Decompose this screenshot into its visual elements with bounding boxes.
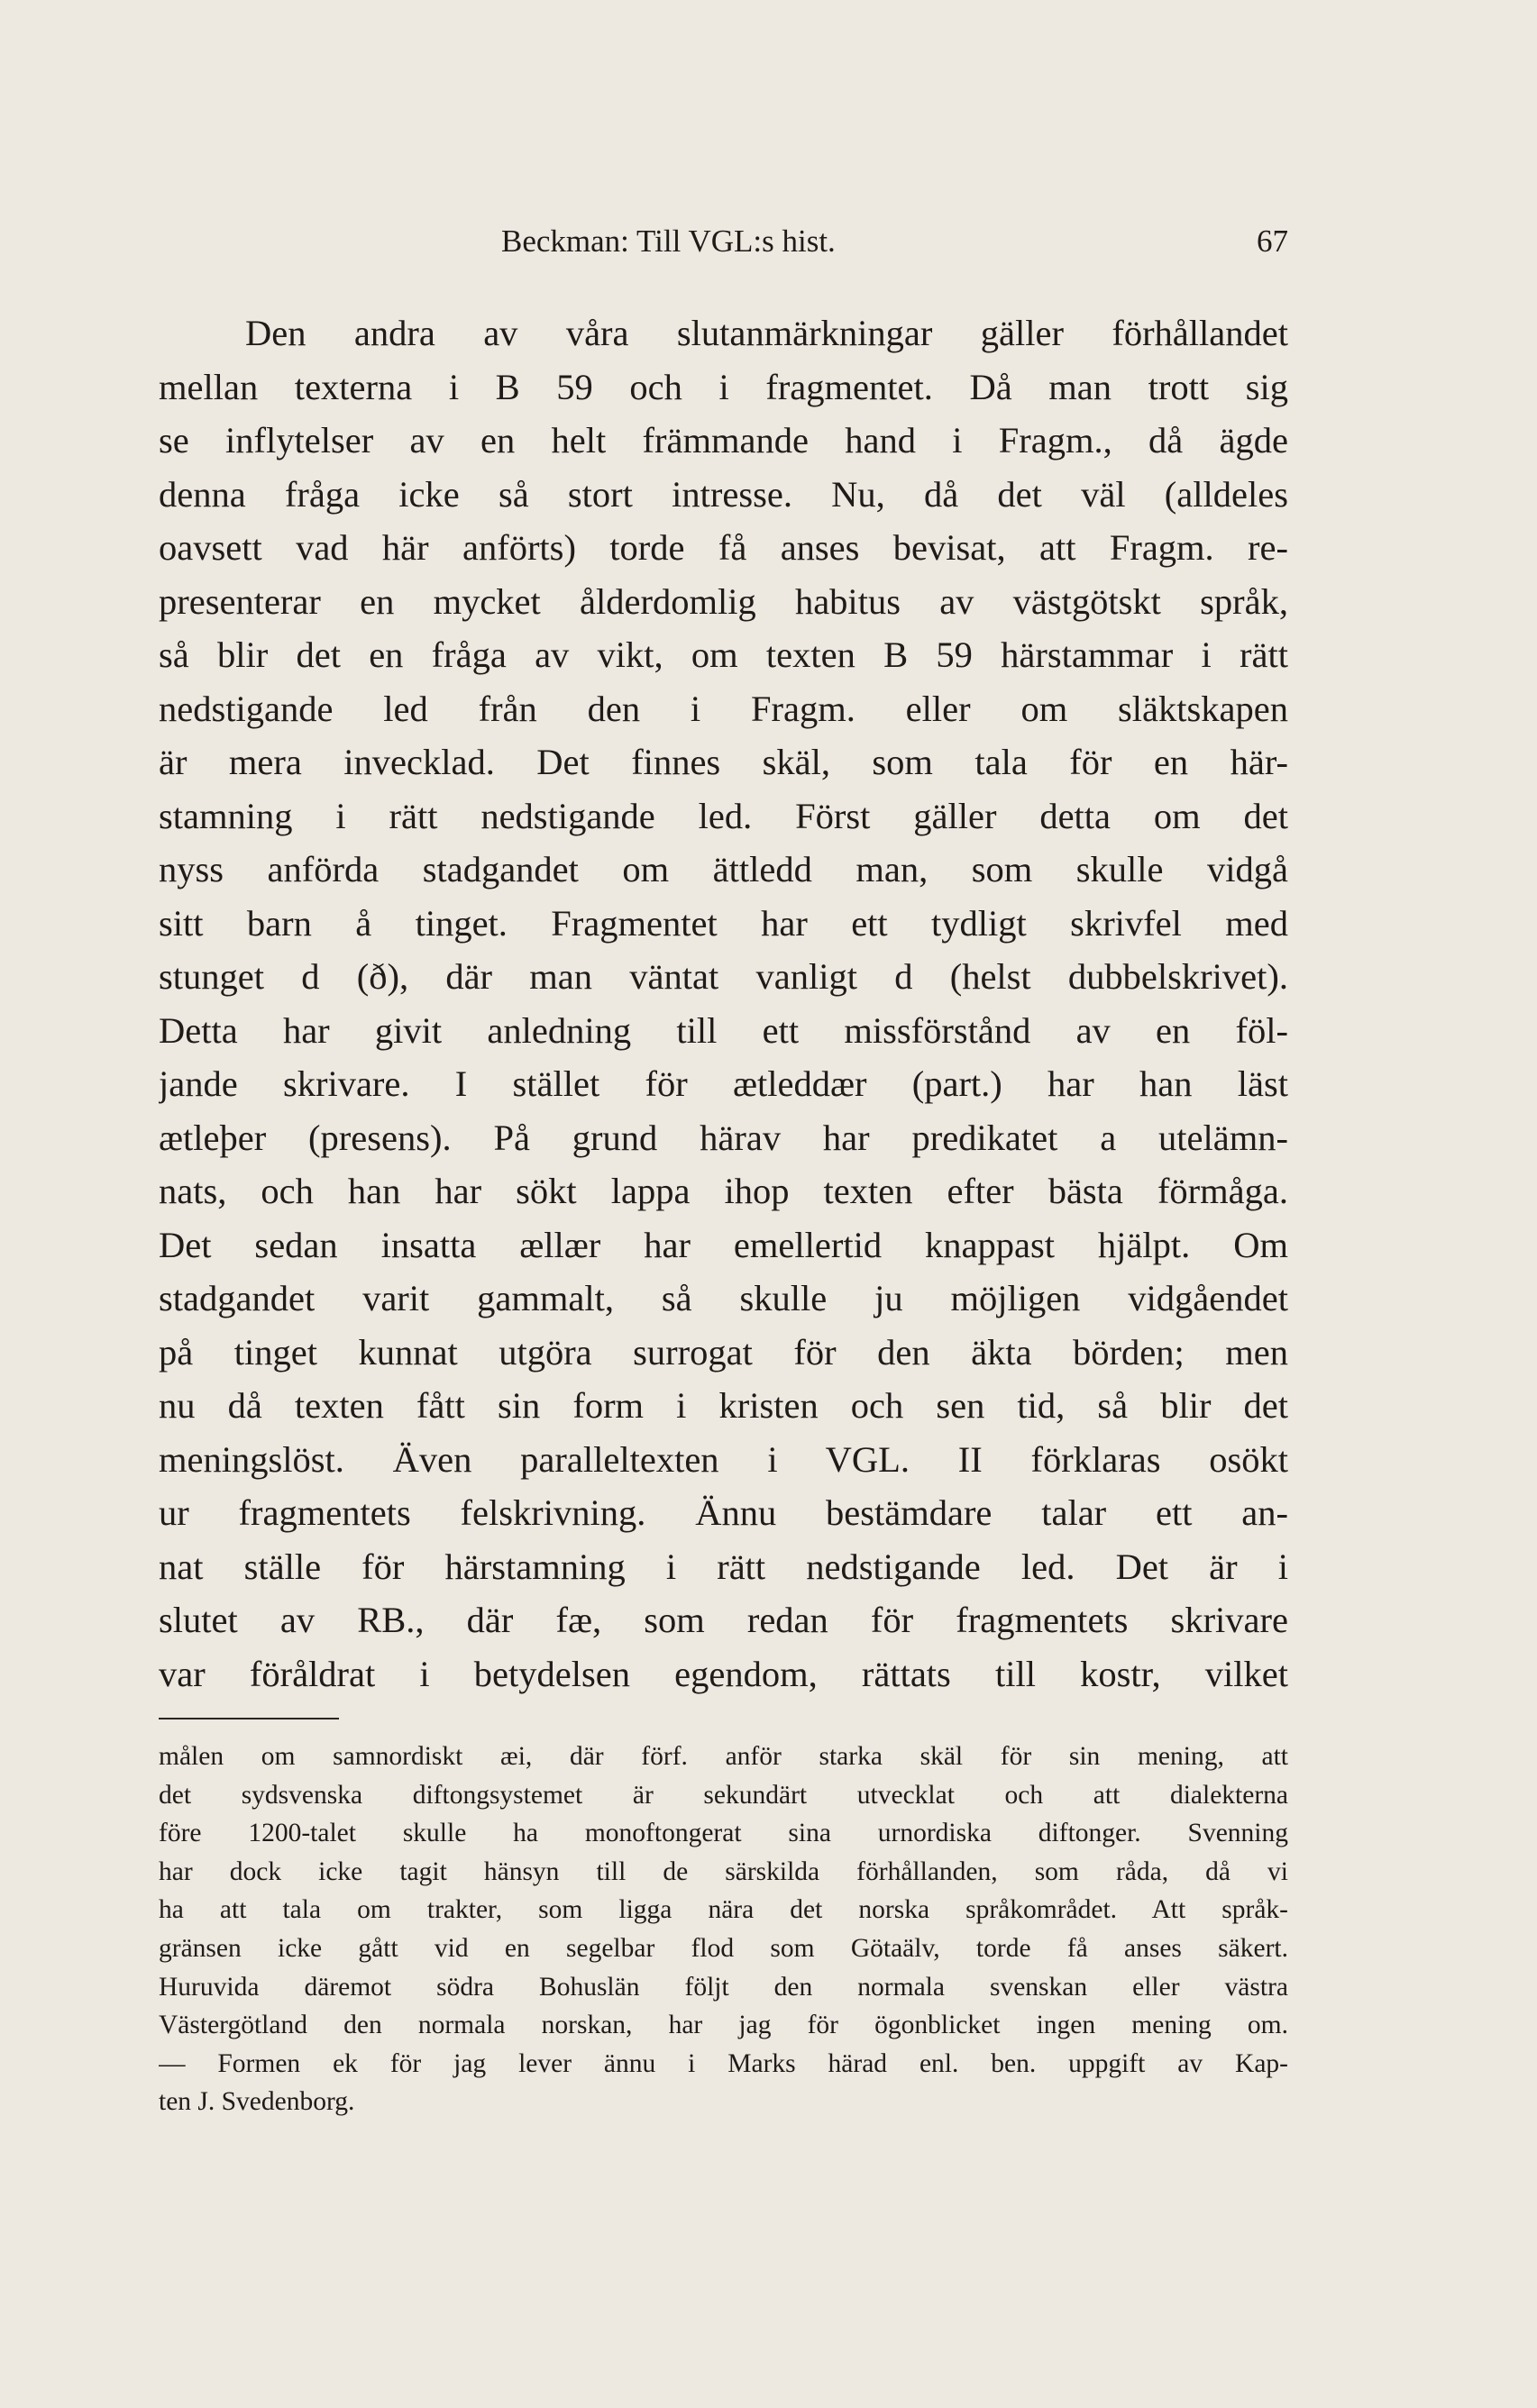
text-line: oavsett vad här anförts) torde få anses bevisat, att Fragm. re- xyxy=(159,527,1288,568)
running-title: Beckman: Till VGL:s hist. xyxy=(501,223,836,259)
footnote-line: ten J. Svedenborg. xyxy=(159,2087,355,2117)
text-line: nedstigande led från den i Fragm. eller om släktskapen xyxy=(159,688,1288,729)
footnote-line: Västergötland den normala norskan, har jag för ögonblicket ingen mening om. xyxy=(159,2011,1288,2040)
footnote-line: ha att tala om trakter, som ligga nära det norska språkområdet. Att språk- xyxy=(159,1895,1288,1925)
text-line: Den andra av våra slutanmärkningar gäller förhållandet xyxy=(245,313,1288,353)
text-line: ur fragmentets felskrivning. Ännu bestämdare talar ett an- xyxy=(159,1492,1288,1533)
text-line: stunget d (ð), där man väntat vanligt d (helst dubbelskrivet). xyxy=(159,956,1288,997)
text-line: sitt barn å tinget. Fragmentet har ett tydligt skrivfel med xyxy=(159,902,1288,944)
page-number: 67 xyxy=(1257,223,1288,259)
text-line: nat ställe för härstamning i rätt nedstigande led. Det är i xyxy=(159,1546,1288,1587)
text-line: se inflytelser av en helt främmande hand i Fragm., då ägde xyxy=(159,420,1288,461)
text-line: mellan texterna i B 59 och i fragmentet. Då man trott sig xyxy=(159,366,1288,407)
footnote-line: har dock icke tagit hänsyn till de särskilda förhållanden, som råda, då vi xyxy=(159,1856,1288,1886)
footnote-separator xyxy=(159,1718,339,1719)
text-line: är mera invecklad. Det finnes skäl, som tala för en här- xyxy=(159,742,1288,782)
text-line: stadgandet varit gammalt, så skulle ju möjligen vidgåendet xyxy=(159,1278,1288,1318)
footnote-line: det sydsvenska diftongsystemet är sekundärt utvecklat och att dialekterna xyxy=(159,1780,1288,1810)
text-line: nyss anförda stadgandet om ättledd man, som skulle vidgå xyxy=(159,849,1288,889)
footnote-line: före 1200-talet skulle ha monoftongerat sina urnordiska diftonger. Svenning xyxy=(159,1819,1288,1848)
text-line: Det sedan insatta ællær har emellertid knappast hjälpt. Om xyxy=(159,1224,1288,1265)
text-line: Detta har givit anledning till ett missförstånd av en föl- xyxy=(159,1009,1288,1051)
text-line: på tinget kunnat utgöra surrogat för den äkta börden; men xyxy=(159,1331,1288,1373)
text-line: så blir det en fråga av vikt, om texten B 59 härstammar i rätt xyxy=(159,634,1288,675)
text-line: presenterar en mycket ålderdomlig habitus av västgötskt språk, xyxy=(159,580,1288,622)
text-line: nu då texten fått sin form i kristen och sen tid, så blir det xyxy=(159,1385,1288,1426)
text-line: meningslöst. Även paralleltexten i VGL. II förklaras osökt xyxy=(159,1438,1288,1480)
footnotes xyxy=(159,1738,1288,2121)
footnote-line: — Formen ek för jag lever ännu i Marks härad enl. ben. uppgift av Kap- xyxy=(159,2048,1288,2078)
text-line: jande skrivare. I stället för ætleddær (part.) har han läst xyxy=(159,1063,1288,1104)
footnote-line: Huruvida däremot södra Bohuslän följt den normala svenskan eller västra xyxy=(159,1972,1288,2002)
text-line: ætleþer (presens). På grund härav har predikatet a utelämn- xyxy=(159,1117,1288,1158)
text-line: denna fråga icke så stort intresse. Nu, då det väl (alldeles xyxy=(159,473,1288,515)
footnote-line: målen om samnordiskt æi, där förf. anför starka skäl för sin mening, att xyxy=(159,1742,1288,1771)
text-line: stamning i rätt nedstigande led. Först gäller detta om det xyxy=(159,795,1288,836)
footnote-line: gränsen icke gått vid en segelbar flod som Götaälv, torde få anses säkert. xyxy=(159,1933,1288,1963)
main-text xyxy=(159,306,1288,1701)
page-header xyxy=(159,223,1288,269)
text-line: nats, och han har sökt lappa ihop texten efter bästa förmåga. xyxy=(159,1171,1288,1211)
text-line: slutet av RB., där fæ, som redan för fragmentets skrivare xyxy=(159,1600,1288,1640)
text-line: var föråldrat i betydelsen egendom, rättats till kostr, vilket xyxy=(159,1653,1288,1694)
